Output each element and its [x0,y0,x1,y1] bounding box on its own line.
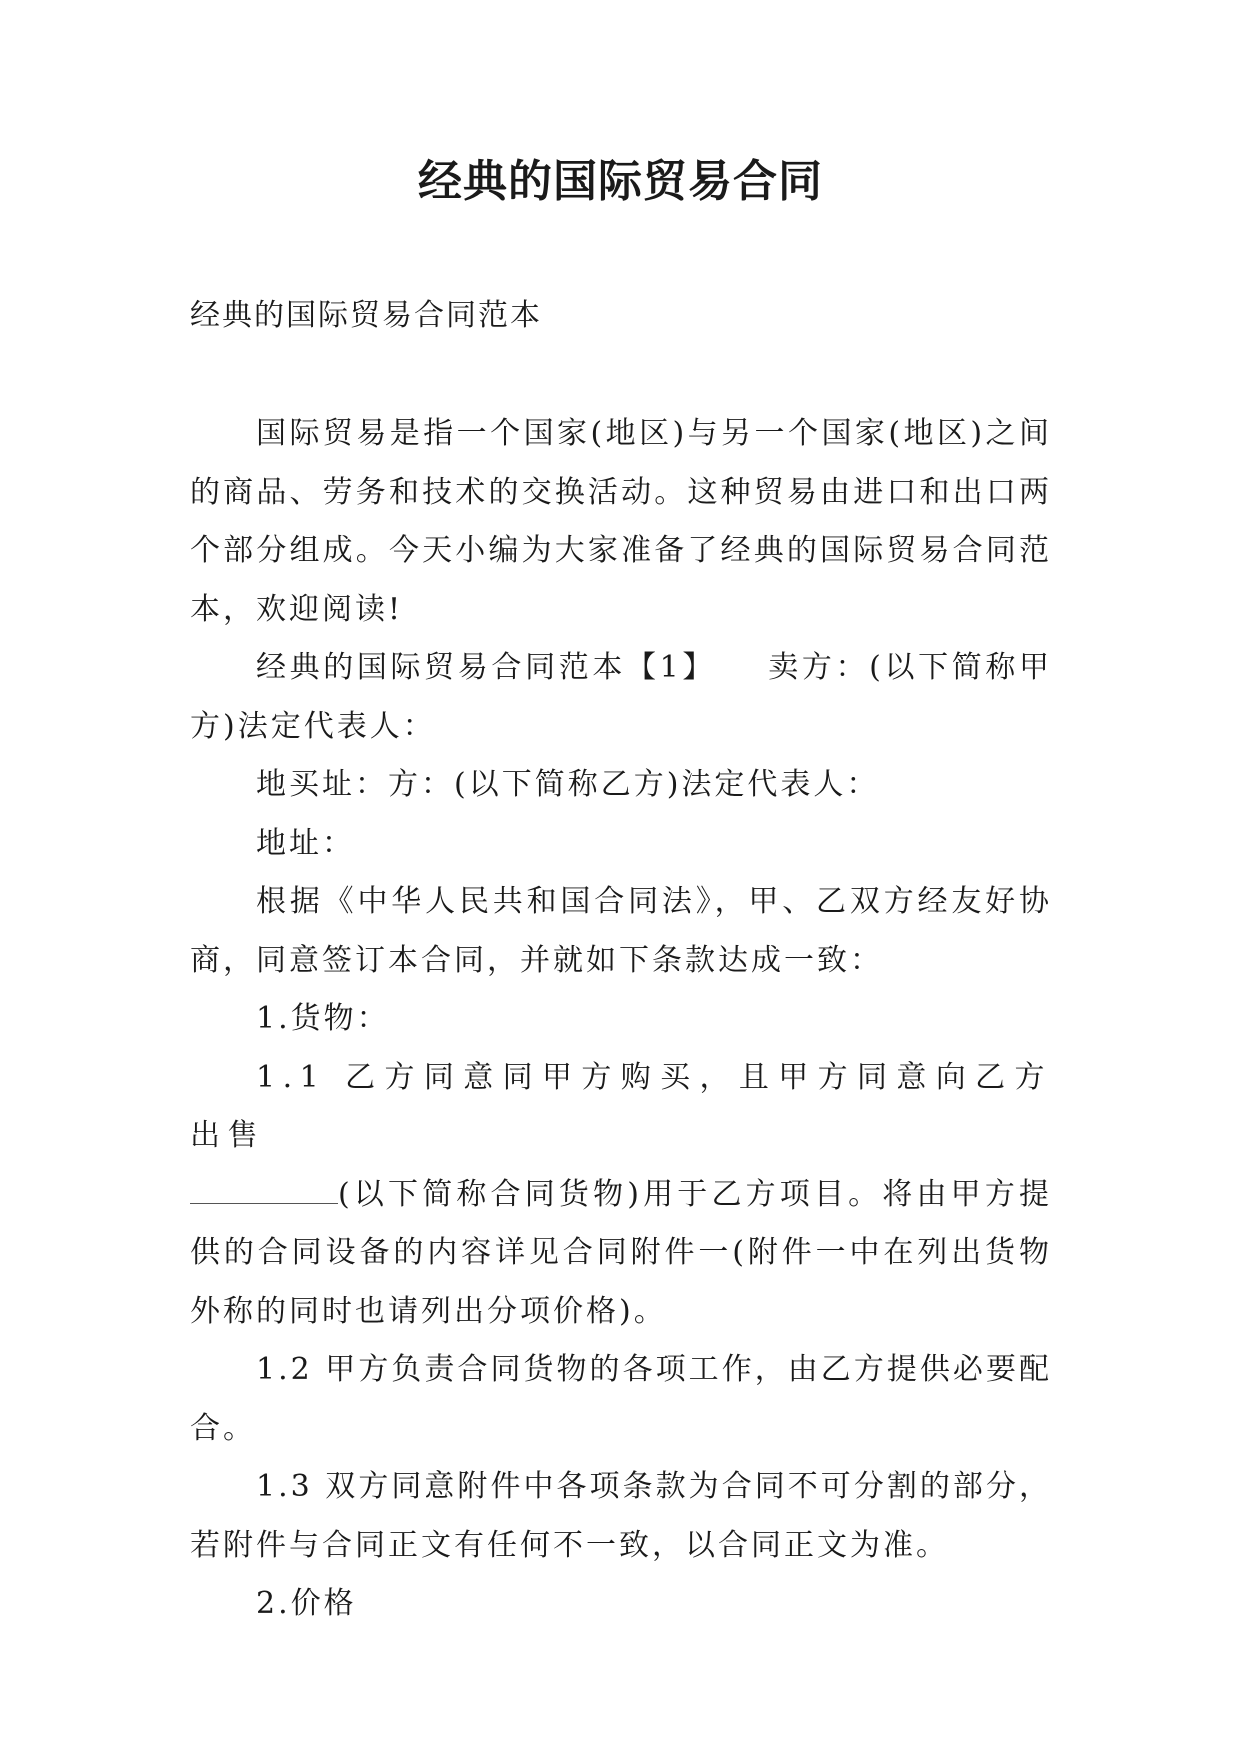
paragraph-parties-buyer: 地买址：方：(以下简称乙方)法定代表人： [256,767,880,802]
paragraph-intro: 国际贸易是指一个国家(地区)与另一个国家(地区)之间的商品、劳务和技术的交换活动。这种贸易由进口和出口两个部分组成。今天小编为大家准备了经典的国际贸易合同范本，欢迎阅读! [190,416,1052,627]
clause-1-1-continued-text: (以下简称合同货物)用于乙方项目。将由甲方提供的合同设备的内容详见合同附件一(附件一中在列出货物外称的同时也请列出分项价格)。 [190,1176,1052,1329]
document-subtitle: 经典的国际贸易合同范本 [190,298,542,333]
section-heading-goods: 1.货物： [256,1001,390,1036]
blank-line [190,1177,338,1204]
paragraph-agreement: 根据《中华人民共和国合同法》，甲、乙双方经友好协商，同意签订本合同，并就如下条款达成一致： [190,884,1052,978]
clause-1-1 [190,1049,1052,1166]
clause-1-3: 1.3 双方同意附件中各项条款为合同不可分割的部分，若附件与合同正文有任何不一致，以合同正文为准。 [190,1469,1052,1563]
document-body [190,405,1052,1634]
document-title: 经典的国际贸易合同 [418,156,823,207]
section-heading-price: 2.价格 [256,1586,357,1621]
clause-1-2: 1.2 甲方负责合同货物的各项工作，由乙方提供必要配合。 [190,1352,1052,1446]
clause-1-1-continued [190,1166,1052,1342]
paragraph-parties-seller: 经典的国际贸易合同范本【1】 卖方：(以下简称甲方)法定代表人： [190,650,1052,744]
clause-1-1-text: 1.1 乙方同意同甲方购买，且甲方同意向乙方出售 [190,1059,1052,1153]
paragraph-address: 地址： [256,825,355,861]
